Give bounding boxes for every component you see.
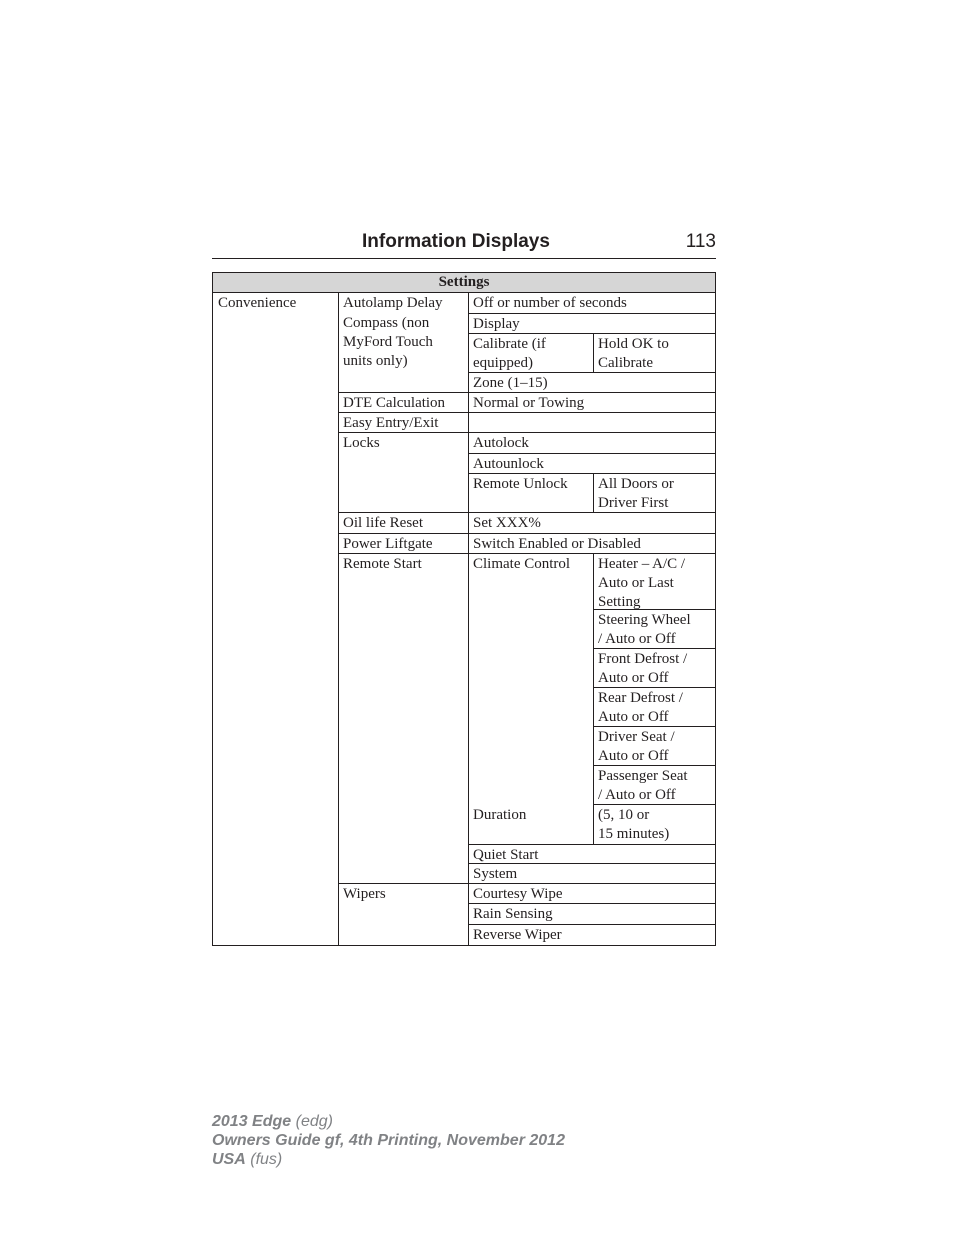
setting-remote-start: Remote Start <box>343 556 422 572</box>
setting-oil-life-reset: Oil life Reset <box>343 515 423 531</box>
value-driver-seat: Driver Seat / Auto or Off <box>598 729 675 764</box>
value-hold-ok: Hold OK to Calibrate <box>598 336 669 371</box>
option-calibrate: Calibrate (if equipped) <box>473 336 546 371</box>
option-duration: Duration <box>473 807 527 823</box>
page-footer <box>212 1112 565 1169</box>
footer-model: 2013 Edge <box>212 1113 292 1130</box>
option-autounlock: Autounlock <box>473 456 544 472</box>
option-courtesy-wipe: Courtesy Wipe <box>473 886 563 902</box>
page-header <box>212 230 716 259</box>
category-convenience: Convenience <box>218 295 297 311</box>
value-oil-reset: Set XXX% <box>473 515 541 531</box>
option-zone: Zone (1–15) <box>473 375 548 391</box>
option-autolock: Autolock <box>473 435 529 451</box>
setting-power-liftgate: Power Liftgate <box>343 536 433 552</box>
value-duration: (5, 10 or 15 minutes) <box>598 807 670 842</box>
value-heater-ac: Heater – A/C / Auto or Last Setting <box>598 556 686 610</box>
value-autolamp: Off or number of seconds <box>473 295 627 311</box>
settings-table <box>212 272 716 946</box>
value-all-doors: All Doors or Driver First <box>598 476 674 511</box>
page-number: 113 <box>685 231 716 252</box>
value-passenger-seat: Passenger Seat / Auto or Off <box>598 768 688 803</box>
option-quiet-start: Quiet Start <box>473 847 539 863</box>
option-remote-unlock: Remote Unlock <box>473 476 568 492</box>
option-rain-sensing: Rain Sensing <box>473 906 553 922</box>
footer-model-code: (edg) <box>295 1113 333 1130</box>
value-rear-defrost: Rear Defrost / Auto or Off <box>598 690 683 725</box>
option-system: System <box>473 866 518 882</box>
option-climate-control: Climate Control <box>473 556 571 572</box>
footer-region: USA <box>212 1151 246 1168</box>
setting-easy-entry-exit: Easy Entry/Exit <box>343 415 439 431</box>
option-display: Display <box>473 316 520 332</box>
setting-wipers: Wipers <box>343 886 386 902</box>
footer-region-code: (fus) <box>250 1151 283 1168</box>
setting-compass: Compass (non MyFord Touch units only) <box>343 315 433 369</box>
value-steering-wheel: Steering Wheel / Auto or Off <box>598 612 691 647</box>
setting-autolamp-delay: Autolamp Delay <box>343 295 443 311</box>
section-title: Information Displays <box>362 231 550 252</box>
option-reverse-wiper: Reverse Wiper <box>473 927 562 943</box>
value-front-defrost: Front Defrost / Auto or Off <box>598 651 688 686</box>
value-dte: Normal or Towing <box>473 395 585 411</box>
table-heading: Settings <box>213 273 715 293</box>
footer-guide: Owners Guide gf, 4th Printing, November 2012 <box>212 1132 565 1149</box>
value-liftgate: Switch Enabled or Disabled <box>473 536 641 552</box>
setting-dte-calculation: DTE Calculation <box>343 395 446 411</box>
setting-locks: Locks <box>343 435 380 451</box>
